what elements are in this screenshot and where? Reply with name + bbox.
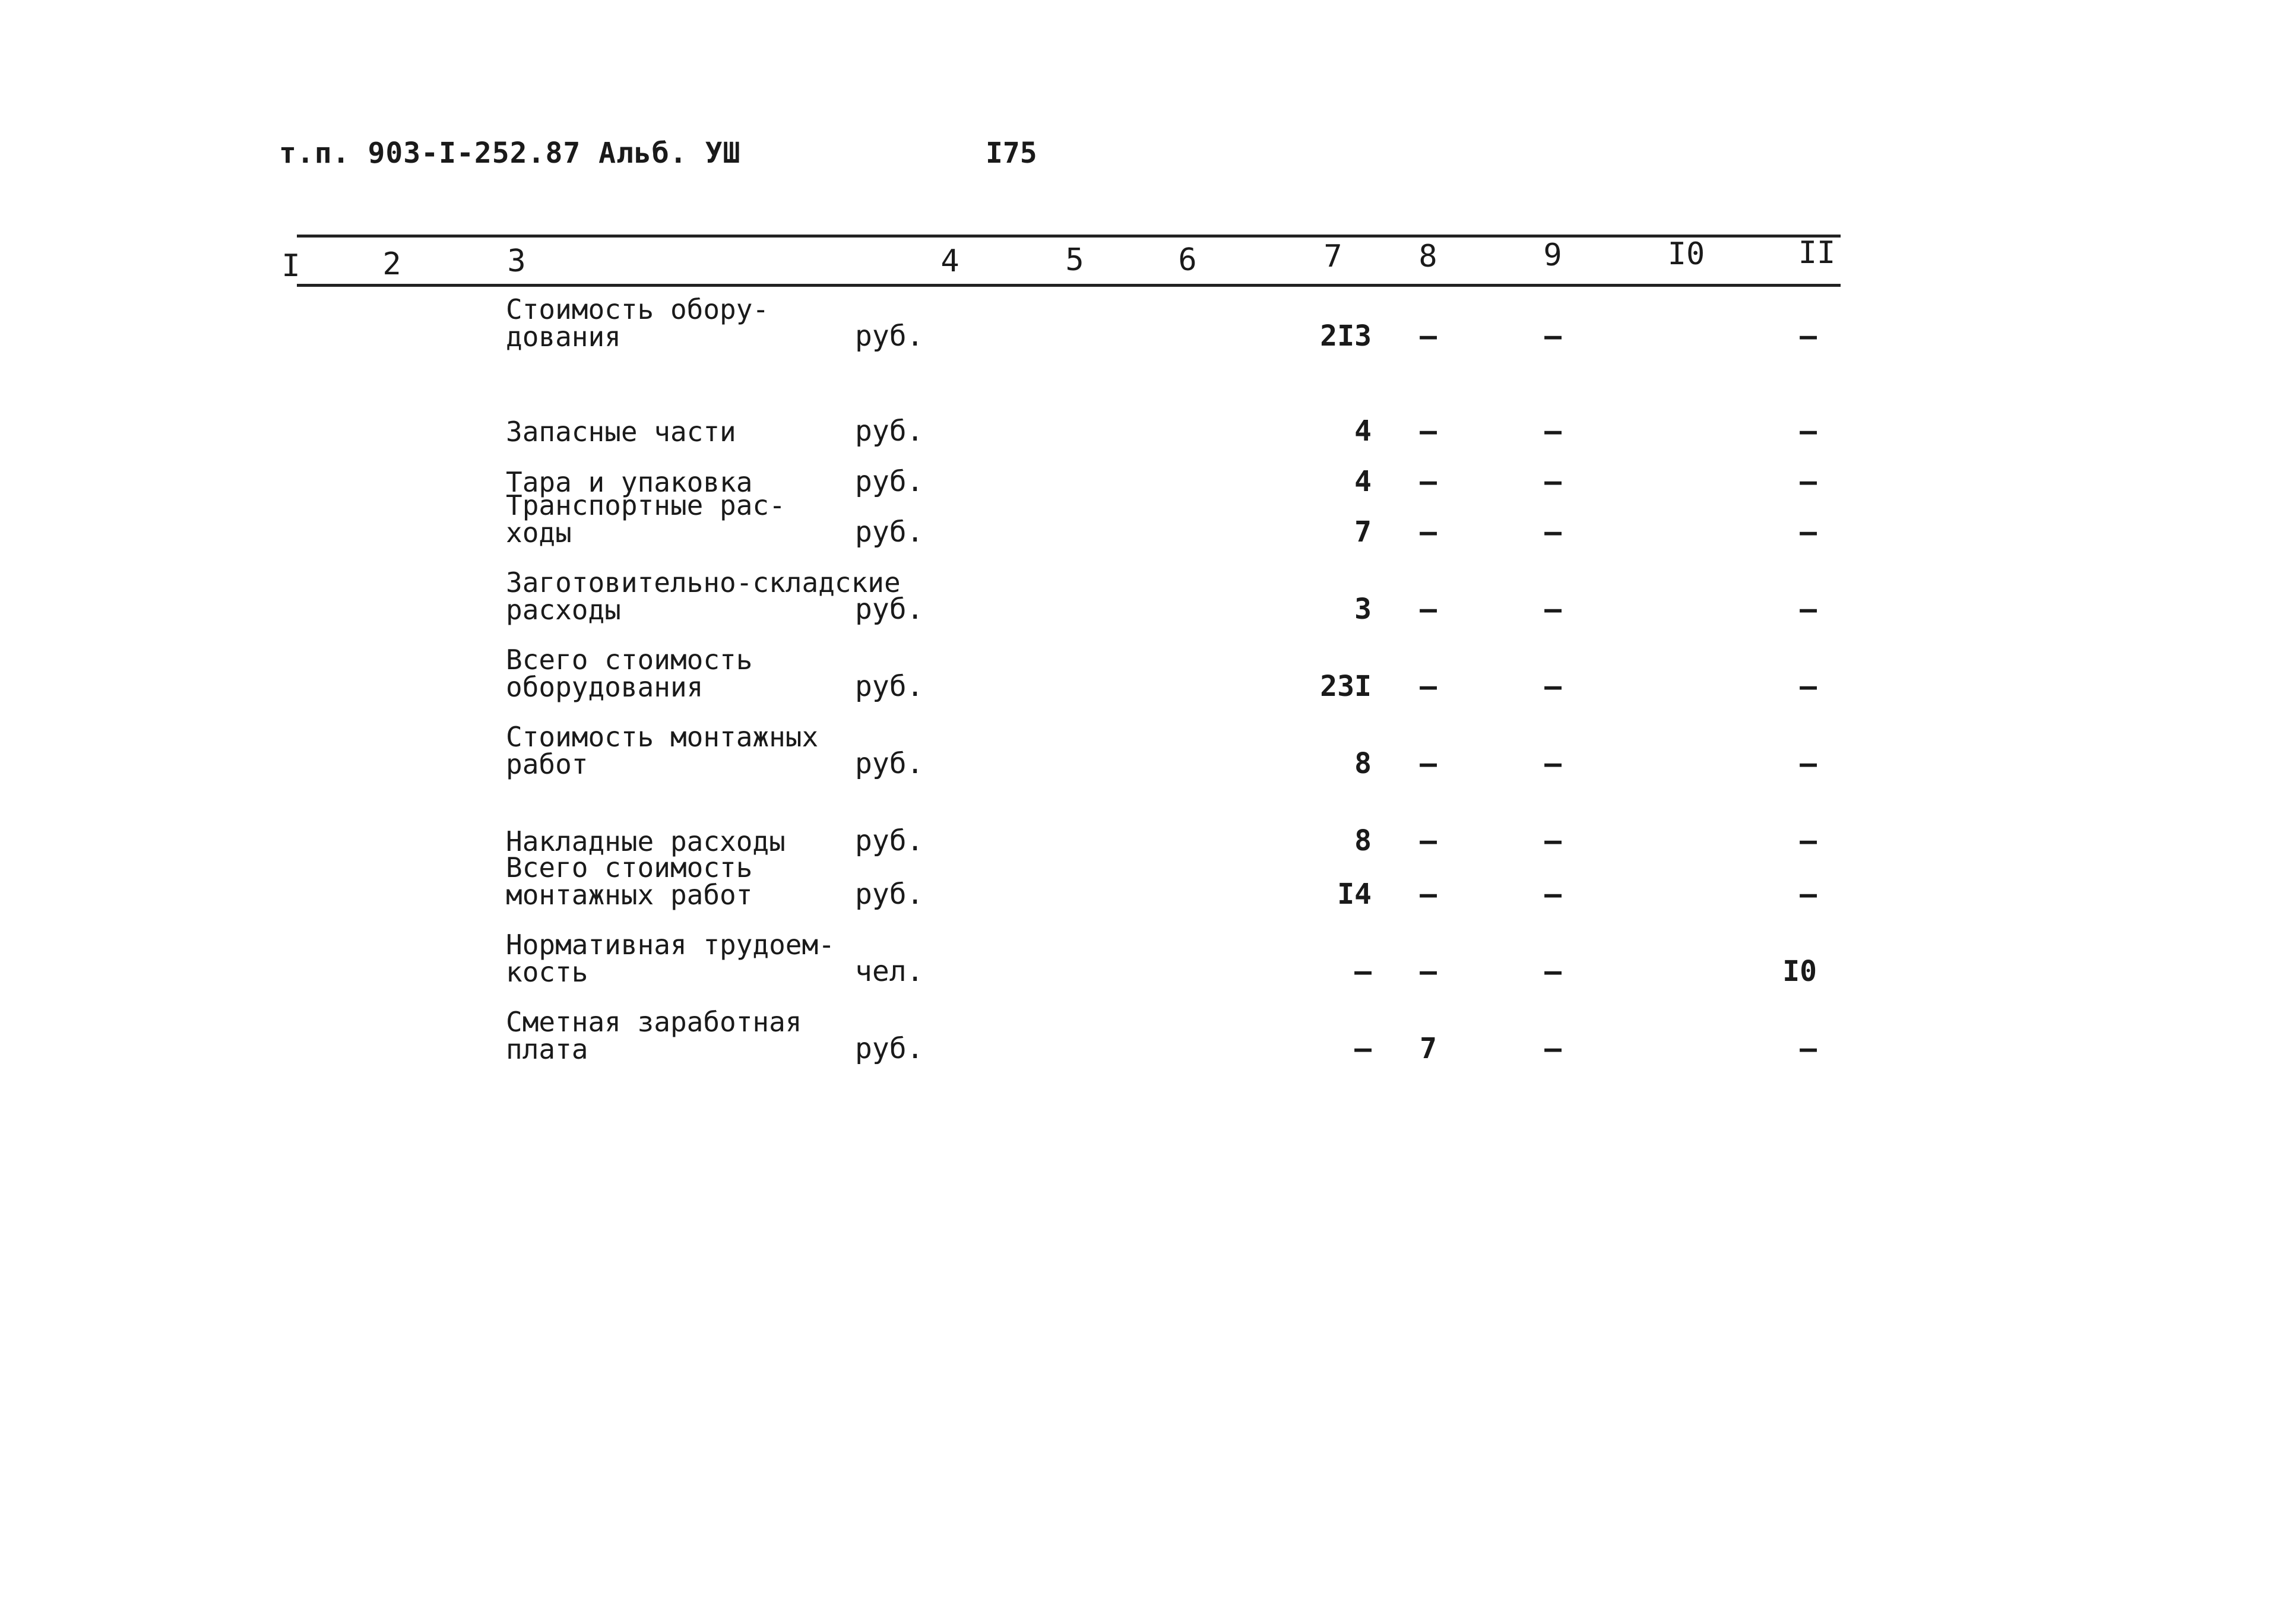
col-7-value: 4 [1354,414,1372,448]
row-unit: руб. [855,1032,924,1065]
document-reference: т.п. 903-I-252.87 Альб. УШ [279,137,741,170]
row-name: Запасные части [506,416,736,448]
col-9-value: – [1544,955,1562,988]
row-unit: чел. [855,955,924,988]
row-unit: руб. [855,465,924,498]
column-number: 8 [1418,239,1437,274]
column-number: II [1798,235,1836,271]
table-top-rule [297,235,1841,238]
column-number: I [281,248,300,284]
row-name: Накладные расходы [506,825,786,857]
row-unit: руб. [855,824,924,857]
row-name: Заготовительно-складские расходы [506,566,901,626]
col-11-value: – [1800,515,1817,549]
col-11-value: – [1800,319,1817,353]
col-8-value: 7 [1420,1032,1437,1065]
col-8-value: – [1420,319,1437,353]
table-row [0,273,2296,353]
column-number: 6 [1178,242,1197,278]
column-number: 4 [940,243,959,279]
table-row [0,986,2296,1063]
table-row [0,908,2296,986]
col-9-value: – [1544,1032,1562,1065]
col-9-value: – [1544,465,1562,498]
col-8-value: – [1420,515,1437,549]
row-unit: руб. [855,319,924,353]
col-9-value: – [1544,670,1562,703]
col-9-value: – [1544,319,1562,353]
col-8-value: – [1420,414,1437,448]
row-name: Тара и упаковка [506,466,753,498]
col-7-value: 2I3 [1320,319,1372,353]
col-11-value: – [1800,747,1817,780]
col-8-value: – [1420,465,1437,498]
row-name: Всего стоимость монтажных работ [506,851,753,911]
table-row [0,831,2296,911]
col-8-value: – [1420,955,1437,988]
col-11-value: – [1800,414,1817,448]
table-row [0,701,2296,778]
col-8-value: – [1420,824,1437,857]
col-7-value: – [1354,955,1372,988]
column-number: 9 [1543,238,1562,273]
col-11-value: – [1800,878,1817,911]
column-number: I0 [1667,236,1705,272]
col-11-value: – [1800,670,1817,703]
col-11-value: – [1800,593,1817,626]
page-number: I75 [986,137,1037,170]
col-11-value: – [1800,465,1817,498]
table-row [0,623,2296,701]
col-8-value: – [1420,878,1437,911]
col-7-value: 7 [1354,515,1372,549]
col-9-value: – [1544,747,1562,780]
col-8-value: – [1420,670,1437,703]
row-unit: руб. [855,747,924,780]
row-name: Транспортные рас- ходы [506,489,786,549]
col-9-value: – [1544,414,1562,448]
row-unit: руб. [855,515,924,549]
col-7-value: 3 [1354,593,1372,626]
col-11-value: – [1800,1032,1817,1065]
row-name: Стоимость монтажных работ [506,721,819,780]
row-unit: руб. [855,670,924,703]
col-11-value: – [1800,824,1817,857]
row-name: Нормативная трудоем- кость [506,929,835,988]
col-8-value: – [1420,593,1437,626]
col-11-value: I0 [1782,955,1817,988]
col-7-value: 8 [1354,747,1372,780]
column-number: 7 [1323,239,1342,274]
col-7-value: I4 [1337,878,1372,911]
col-7-value: 8 [1354,824,1372,857]
column-number: 2 [382,246,401,282]
row-name: Стоимость обору- дования [506,293,769,353]
col-8-value: – [1420,747,1437,780]
table-row [0,546,2296,626]
table-row [0,465,2296,549]
row-unit: руб. [855,414,924,448]
row-unit: руб. [855,878,924,911]
col-7-value: 23I [1320,670,1372,703]
row-unit: руб. [855,593,924,626]
row-name: Всего стоимость оборудования [506,644,753,703]
col-9-value: – [1544,593,1562,626]
col-9-value: – [1544,515,1562,549]
col-7-value: 4 [1354,465,1372,498]
column-number: 3 [507,243,526,279]
col-9-value: – [1544,824,1562,857]
col-7-value: – [1354,1032,1372,1065]
column-number: 5 [1065,242,1084,278]
col-9-value: – [1544,878,1562,911]
row-name: Сметная заработная плата [506,1006,802,1065]
